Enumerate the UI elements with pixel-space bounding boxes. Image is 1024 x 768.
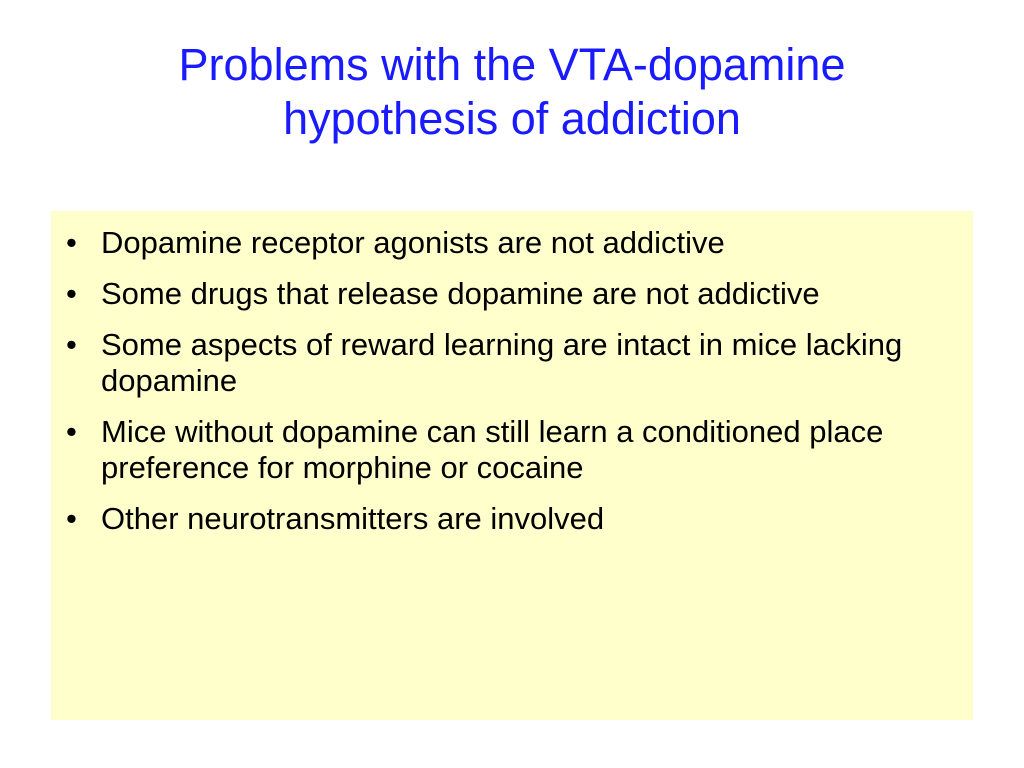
bullet-text: Mice without dopamine can still learn a conditioned place preference for morphine or cocaine bbox=[101, 414, 884, 485]
slide-title-line-2: hypothesis of addiction bbox=[283, 93, 741, 144]
bullet-item bbox=[51, 276, 931, 312]
content-box bbox=[51, 211, 973, 720]
bullet-icon: • bbox=[66, 276, 77, 311]
bullet-icon: • bbox=[66, 414, 77, 449]
bullet-text: Other neurotransmitters are involved bbox=[101, 501, 605, 536]
bullet-icon: • bbox=[66, 501, 77, 536]
bullet-item bbox=[51, 501, 931, 537]
bullet-item bbox=[51, 225, 931, 261]
bullet-text: Some drugs that release dopamine are not addictive bbox=[101, 276, 820, 311]
bullet-list bbox=[51, 225, 931, 552]
bullet-text: Dopamine receptor agonists are not addictive bbox=[101, 225, 725, 260]
bullet-icon: • bbox=[66, 327, 77, 362]
bullet-icon: • bbox=[66, 225, 77, 260]
bullet-item bbox=[51, 414, 931, 486]
slide-title bbox=[0, 38, 1024, 146]
slide-title-line-1: Problems with the VTA-dopamine bbox=[178, 39, 846, 90]
bullet-item bbox=[51, 327, 931, 399]
bullet-text: Some aspects of reward learning are intact in mice lacking dopamine bbox=[101, 327, 903, 398]
